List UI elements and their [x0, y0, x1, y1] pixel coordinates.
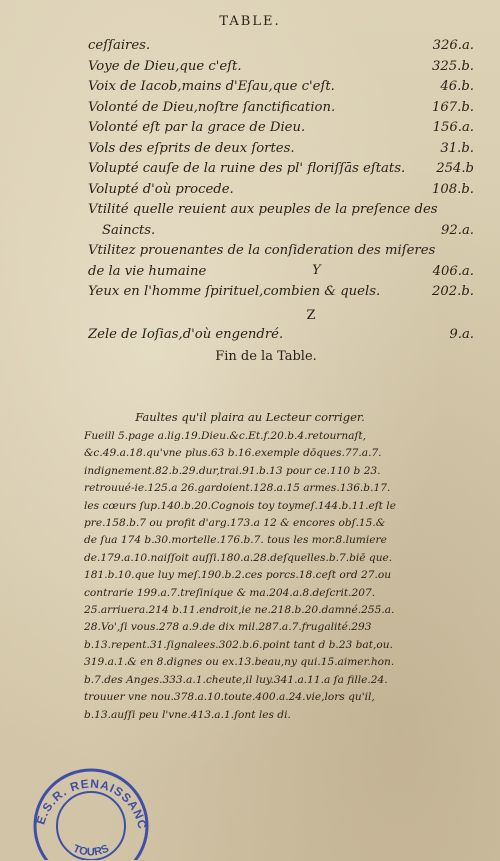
end-of-table: Fin de la Table.	[215, 349, 317, 364]
entry-ref: 31.b.	[440, 140, 474, 156]
entry-text: ceſſaires.	[88, 38, 151, 53]
errata-line: b.7.des Anges.333.a.1.cheute,il luy.341.a.11.a ſa fille.24.	[84, 673, 388, 686]
index-entry	[88, 159, 474, 180]
errata-line: Fueill 5.page a.lig.19.Dieu.&c.Et.f.20.b.4.retournaſt,	[84, 430, 367, 442]
svg-text:TOURS	[71, 843, 111, 859]
section-letter-y: Y	[312, 262, 321, 278]
errata-line: retrouué-ie.125.a 26.gardoient.128.a.15 armes.136.b.17.	[84, 482, 391, 495]
entry-ref: 46.b.	[440, 79, 474, 94]
index-entry	[88, 325, 474, 346]
errata-line: 25.arriuera.214 b.11.endroit,ie ne.218.b.20.damné.255.a.	[84, 604, 395, 617]
entry-text: Yeux en l'homme ſpirituel,combien & quels.	[88, 284, 381, 299]
index-entry	[88, 139, 474, 160]
entry-ref: 156.a.	[432, 120, 474, 135]
errata-line: indignement.82.b.29.dur,trai.91.b.13 pour ce.110 b 23.	[84, 464, 381, 477]
entry-text: Volonté de Dieu,noſtre ſanctification.	[88, 99, 336, 115]
errata-line: de ſua 174 b.30.mortelle.176.b.7. tous les mor.8.lumiere	[84, 534, 387, 547]
entry-text: Voye de Dieu,que c'eſt.	[88, 58, 242, 74]
errata-line: trouuer vne nou.378.a.10.toute.400.a.24.vie,lors qu'il,	[84, 691, 375, 704]
index-entry	[88, 77, 474, 98]
running-header: TABLE.	[219, 14, 281, 29]
entry-ref: 406.a.	[432, 263, 474, 279]
index-entry	[88, 282, 474, 303]
index-entries	[88, 36, 474, 364]
entry-text: Vtilitez prouenantes de la conſideration des miſeres	[88, 243, 436, 258]
entry-ref: 9.a.	[449, 326, 474, 342]
errata-line: pre.158.b.7 ou profit d'arg.173.a 12 & encores obſ.15.&	[84, 517, 386, 530]
errata-line: b.13.repent.31.ſignalees.302.b.6.point tant d b.23 bat,ou.	[84, 638, 393, 651]
section-letter-z: Z	[306, 307, 316, 323]
entry-text: Vtilité quelle reuient aux peuples de la preſence des	[88, 202, 438, 217]
entry-text: Volupté d'où procede.	[88, 181, 234, 197]
entry-ref: 167.b.	[432, 99, 474, 115]
errata-title: Faultes qu'il plaira au Lecteur corriger.	[135, 410, 365, 424]
entry-text: Voix de Iacob,mains d'Eſau,que c'eſt.	[88, 79, 335, 94]
entry-continuation-text: de la vie humaine	[88, 263, 207, 279]
entry-continuation	[88, 221, 474, 242]
errata-line: contrarie 199.a.7.treſinique & ma.204.a.8.deſcrit.207.	[84, 586, 376, 599]
errata-line: b.13.auſſi peu l'vne.413.a.1.ſont les di.	[84, 708, 291, 721]
entry-ref: 202.b.	[432, 284, 474, 299]
entry-text: Volupté cauſe de la ruine des pl' floriſſās eſtats.	[88, 161, 406, 176]
entry-ref: 325.b.	[432, 58, 474, 74]
index-entry	[88, 241, 474, 282]
index-entry	[88, 118, 474, 139]
entry-ref: 254.b	[436, 161, 474, 176]
errata-line: 319.a.1.& en 8.dignes ou ex.13.beau,ny qui.15.aimer.hon.	[84, 656, 395, 669]
errata-line: &c.49.a.18.qu'vne plus.63 b.16.exemple dōques.77.a.7.	[84, 447, 382, 460]
entry-continuation-text: Saincts.	[102, 222, 156, 238]
errata-list	[84, 428, 476, 724]
errata-line: de.179.a.10.naiſſoit auſſi.180.a.28.deſquelles.b.7.biē que.	[84, 551, 393, 564]
index-entry	[88, 36, 474, 57]
entry-continuation	[88, 262, 474, 283]
library-stamp	[30, 752, 152, 860]
entry-ref: 326.a.	[432, 38, 474, 53]
entry-text: Zele de Ioſias,d'où engendré.	[88, 326, 284, 342]
errata-line: 28.Vo',ſi vous.278 a.9.de dix mil.287.a.7.frugalité.293	[84, 621, 372, 634]
entry-text: Vols des eſprits de deux ſortes.	[88, 140, 295, 156]
entry-ref: 108.b.	[432, 181, 474, 197]
entry-ref: 92.a.	[440, 222, 474, 238]
index-entry	[88, 200, 474, 241]
index-entry	[88, 180, 474, 201]
errata-line: les cœurs ſup.140.b.20.Cognois toy toymeſ.144.b.11.eſt le	[84, 499, 396, 512]
stamp-top-text: E.S.R. RENAISSANC	[33, 776, 150, 831]
errata-line: 181.b.10.que luy meſ.190.b.2.ces porcs.18.ceſt ord 27.ou	[84, 569, 392, 582]
index-entry	[88, 57, 474, 78]
stamp-seal-icon	[30, 752, 152, 860]
index-entry	[88, 98, 474, 119]
entry-text: Volonté eſt par la grace de Dieu.	[88, 120, 306, 135]
stamp-bottom-text: TOURS	[71, 842, 111, 859]
